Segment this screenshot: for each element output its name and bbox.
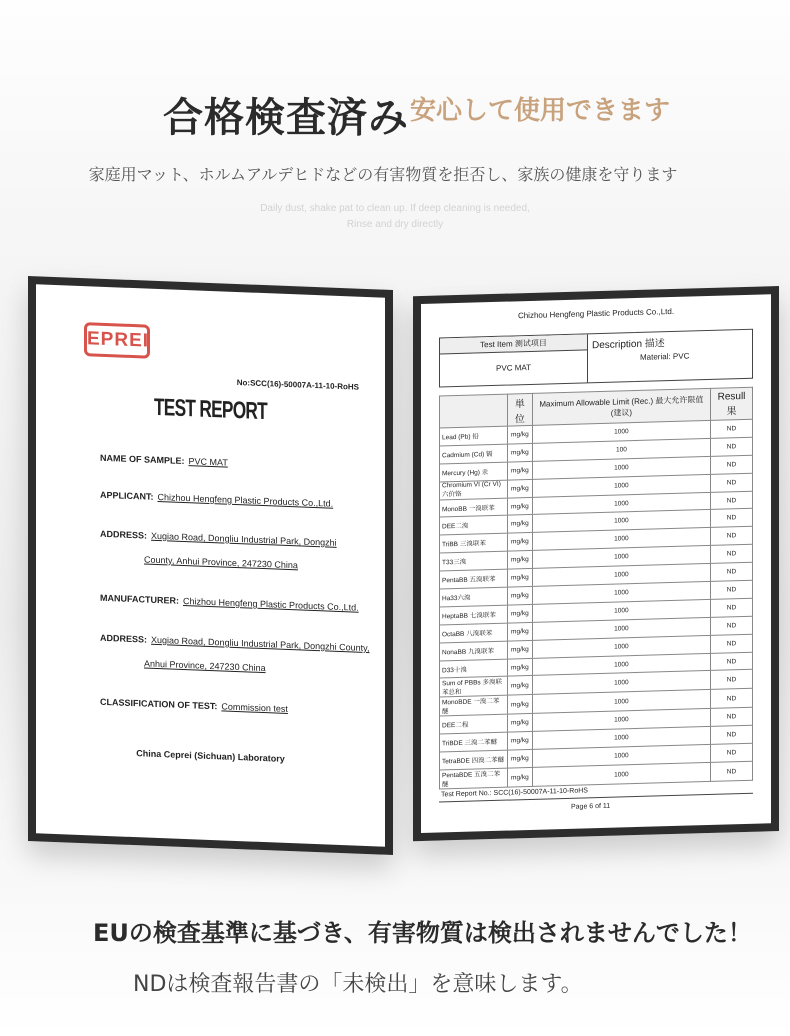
limit-cell: 1000 (532, 510, 710, 533)
limit-cell: 1000 (532, 671, 710, 695)
unit-cell: mg/kg (508, 569, 533, 588)
result-cell: ND (711, 491, 753, 510)
sample-field (100, 453, 228, 468)
result-cell: ND (711, 598, 753, 617)
classification-field (100, 697, 288, 714)
unit-cell: mg/kg (508, 479, 533, 498)
item-value: PVC MAT (440, 350, 588, 386)
footer-report-number: Test Report No.: SCC(16)-50007A-11-10-RoHS (441, 787, 588, 799)
description-value: Material: PVC (640, 351, 690, 362)
substance-cell: Sum of PBBs 多溴联苯总和 (440, 677, 508, 698)
result-cell: ND (711, 652, 753, 671)
limit-cell: 1000 (532, 546, 710, 569)
company-header: Chizhou Hengfeng Plastic Products Co.,Ltd. (517, 306, 675, 321)
manufacturer-value: Chizhou Hengfeng Plastic Products Co.,Ltd. (183, 595, 359, 613)
substance-cell: T33三溴 (440, 551, 508, 571)
limit-cell: 1000 (532, 745, 710, 768)
sample-label: NAME OF SAMPLE: (100, 452, 185, 467)
applicant-field (100, 490, 333, 509)
result-cell: ND (711, 743, 753, 762)
limit-cell: 1000 (532, 763, 710, 787)
result-cell: ND (711, 509, 753, 528)
substance-cell: Lead (Pb) 铅 (440, 426, 508, 446)
unit-cell: mg/kg (508, 533, 533, 552)
substance-cell: DEE二程 (440, 715, 508, 735)
result-cell: ND (711, 761, 753, 781)
report-number: No:SCC(16)-50007A-11-10-RoHS (236, 378, 359, 392)
result-cell: ND (711, 689, 753, 709)
result-cell: ND (711, 580, 753, 599)
applicant-label: APPLICANT: (100, 489, 154, 502)
unit-cell: mg/kg (508, 551, 533, 570)
eprei-logo: EPREI (84, 322, 150, 359)
unit-cell: mg/kg (508, 461, 533, 480)
unit-cell: mg/kg (508, 750, 533, 769)
limit-cell: 1000 (532, 635, 710, 658)
unit-cell: mg/kg (508, 497, 533, 516)
unit-cell: mg/kg (508, 732, 533, 751)
address-label: ADDRESS: (100, 528, 148, 541)
nd-explanation: NDは検査報告書の「未検出」を意味します。 (133, 972, 583, 997)
results-table (439, 387, 753, 790)
substance-cell: PentaBDE 五溴二苯醚 (440, 768, 508, 789)
footer-page-number: Page 6 of 11 (571, 802, 611, 811)
unit-cell: mg/kg (508, 695, 533, 715)
unit-cell: mg/kg (508, 443, 533, 462)
address-value-1: Xugiao Road, Dongliu Industrial Park, Dongzhi (151, 530, 337, 548)
report-title: TEST REPORT (153, 393, 268, 426)
substance-cell: Cadmium (Cd) 镉 (440, 444, 508, 464)
limit-cell: 1000 (532, 709, 710, 732)
address2-value-1: Xugiao Road, Dongliu Industrial Park, Dongzhi County, (151, 634, 370, 654)
unit-cell: mg/kg (508, 658, 533, 677)
substance-cell: Chromium VI (Cr VI) 六价铬 (440, 480, 508, 500)
unit-cell: mg/kg (508, 676, 533, 696)
address2-label: ADDRESS: (100, 632, 148, 645)
unit-cell: mg/kg (508, 768, 533, 788)
limit-cell: 1000 (532, 727, 710, 750)
limit-cell: 1000 (532, 420, 710, 443)
unit-cell: mg/kg (508, 640, 533, 659)
item-header: Test Item 测试项目 (440, 334, 588, 354)
substance-cell: DEE二溴 (440, 516, 508, 536)
limit-cell: 1000 (532, 564, 710, 587)
limit-cell: 1000 (532, 528, 710, 551)
subtitle: 家庭用マット、ホルムアルデヒドなどの有害物質を拒否し、家族の健康を守ります (88, 165, 678, 184)
result-cell: ND (711, 562, 753, 581)
result-cell: ND (711, 544, 753, 563)
limit-cell: 1000 (532, 653, 710, 676)
limit-cell: 1000 (532, 474, 710, 497)
unit-cell: mg/kg (508, 515, 533, 534)
limit-cell: 1000 (532, 617, 710, 640)
unit-cell: mg/kg (508, 425, 533, 444)
address2-value-2: Anhui Province, 247230 China (144, 658, 266, 674)
manufacturer-label: MANUFACTURER: (100, 592, 179, 606)
result-cell: ND (711, 670, 753, 690)
unit-cell: mg/kg (508, 604, 533, 623)
classification-label: CLASSIFICATION OF TEST: (100, 696, 218, 712)
result-cell: ND (711, 616, 753, 635)
faint-caption-line-1: Daily dust, shake pat to clean up. If deep cleaning is needed, (260, 203, 530, 214)
unit-cell: mg/kg (508, 586, 533, 605)
test-results-page (413, 286, 779, 841)
limit-cell: 100 (532, 438, 710, 461)
col-name (440, 394, 508, 428)
heading-row (0, 84, 790, 144)
col-limit: Maximum Allowable Limit (Rec.) 最大允许限值(建议) (532, 388, 710, 425)
result-cell: ND (711, 437, 753, 456)
substance-cell: Ha33六溴 (440, 587, 508, 607)
faint-caption-line-2: Rinse and dry directly (346, 219, 444, 230)
description-header: Description 描述 (592, 338, 665, 352)
substance-cell: D33十溴 (440, 659, 508, 679)
substance-cell: PentaBB 五溴联苯 (440, 569, 508, 589)
limit-cell: 1000 (532, 599, 710, 622)
result-cell: ND (711, 708, 753, 727)
main-title: 合格検査済み (163, 95, 409, 141)
address-field (100, 529, 337, 548)
lab-name: China Ceprei (Sichuan) Laboratory (136, 748, 285, 764)
substance-cell: TriBB 三溴联苯 (440, 533, 508, 553)
unit-cell: mg/kg (508, 714, 533, 733)
substance-cell: HeptaBB 七溴联苯 (440, 605, 508, 625)
limit-cell: 1000 (532, 456, 710, 479)
unit-cell: mg/kg (508, 622, 533, 641)
limit-cell: 1000 (532, 581, 710, 604)
conclusion-title: EUの検査基準に基づき、有害物質は検出されませんでした！ (93, 919, 752, 947)
col-result: Resull果 (711, 387, 753, 420)
item-description-table (439, 329, 753, 388)
limit-cell: 1000 (532, 492, 710, 515)
manufacturer-field (100, 593, 359, 613)
result-cell: ND (711, 455, 753, 474)
substance-cell: TriBDE 三溴二苯醚 (440, 732, 508, 752)
result-cell: ND (711, 726, 753, 745)
sample-value: PVC MAT (188, 456, 228, 468)
applicant-value: Chizhou Hengfeng Plastic Products Co.,Ltd. (157, 491, 334, 509)
address2-field (100, 633, 369, 653)
test-report-cover (28, 276, 393, 855)
substance-cell: MonoBDE 一溴二苯醚 (440, 696, 508, 717)
substance-cell: OctaBB 八溴联苯 (440, 623, 508, 643)
substance-cell: TetraBDE 四溴二苯醚 (440, 750, 508, 770)
result-cell: ND (711, 527, 753, 546)
result-cell: ND (711, 634, 753, 653)
substance-cell: Mercury (Hg) 汞 (440, 462, 508, 482)
result-cell: ND (711, 473, 753, 492)
result-cell: ND (711, 419, 753, 438)
limit-cell: 1000 (532, 690, 710, 714)
col-unit: 単位 (508, 393, 533, 426)
accent-title: 安心して使用できます (410, 96, 671, 126)
substance-cell: NonaBB 九溴联苯 (440, 641, 508, 661)
classification-value: Commission test (221, 701, 288, 714)
address-value-2: County, Anhui Province, 247230 China (144, 554, 298, 571)
substance-cell: MonoBB 一溴联苯 (440, 498, 508, 518)
